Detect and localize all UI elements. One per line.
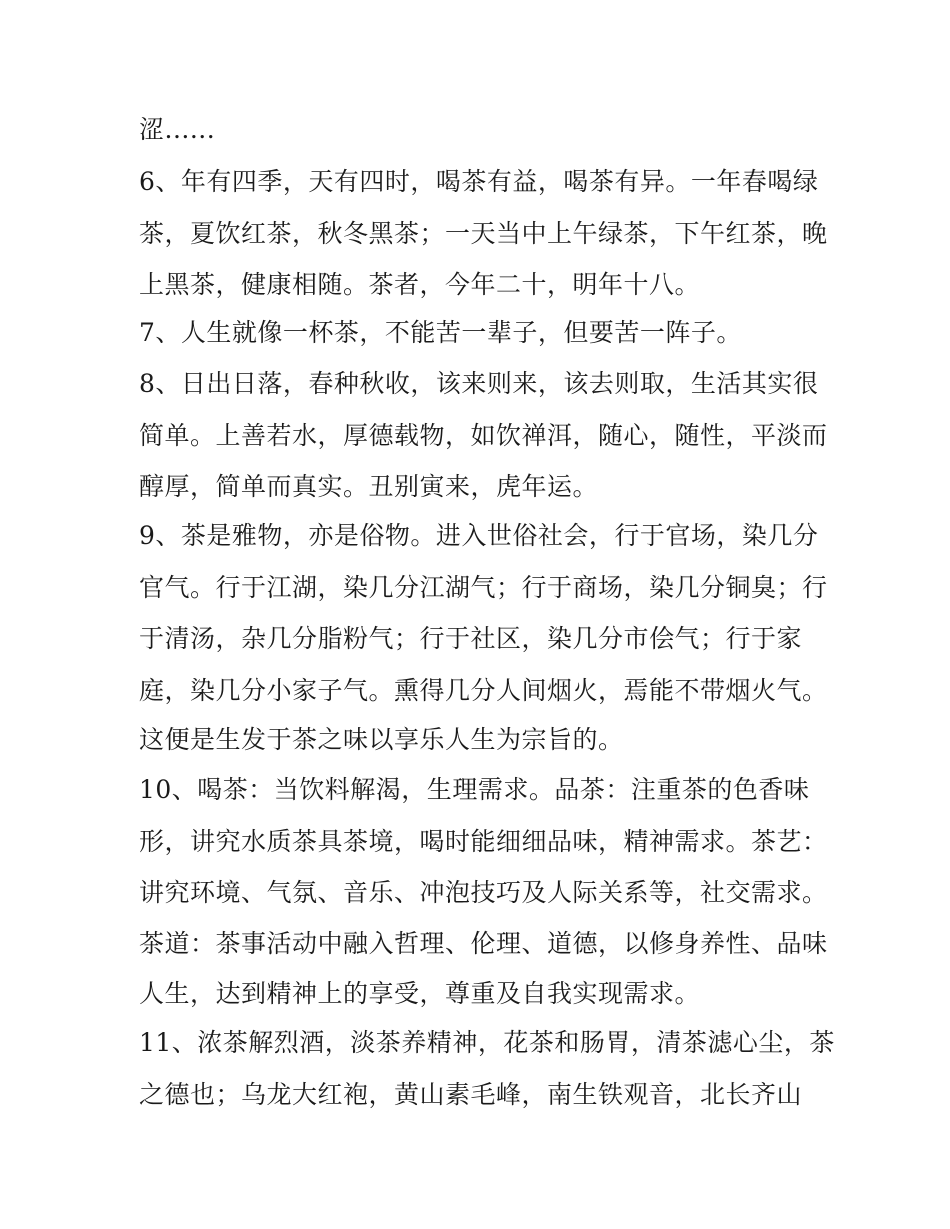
text-line-18: 人生，达到精神上的享受，尊重及自我实现需求。 (139, 979, 701, 1008)
text-line-7: 简单。上善若水，厚德载物，如饮禅洱，随心，随性，平淡而 (139, 421, 828, 450)
text-line-19: 11、浓茶解烈酒，淡茶养精神，花茶和肠胃，清茶滤心尘，茶 (139, 1028, 835, 1057)
text-line-17: 茶道：茶事活动中融入哲理、伦理、道德，以修身养性、品味 (139, 929, 828, 958)
text-line-2: 6、年有四季，天有四时，喝茶有益，喝茶有异。一年春喝绿 (139, 167, 819, 196)
text-line-9: 9、茶是雅物，亦是俗物。进入世俗社会，行于官场，染几分 (139, 521, 819, 550)
text-line-10: 官气。行于江湖，染几分江湖气；行于商场，染几分铜臭；行 (139, 573, 828, 602)
text-line-14: 10、喝茶：当饮料解渴，生理需求。品茶：注重茶的色香味 (139, 775, 810, 804)
text-line-3: 茶，夏饮红茶，秋冬黑茶；一天当中上午绿茶，下午红茶，晚 (139, 219, 828, 248)
text-line-11: 于清汤，杂几分脂粉气；行于社区，染几分市侩气；行于家 (139, 624, 803, 653)
text-line-1: 涩...... (139, 115, 216, 144)
text-line-6: 8、日出日落，春种秋收，该来则来，该去则取，生活其实很 (139, 369, 819, 398)
text-line-5: 7、人生就像一杯茶，不能苦一辈子，但要苦一阵子。 (139, 318, 742, 347)
text-line-12: 庭，染几分小家子气。熏得几分人间烟火，焉能不带烟火气。 (139, 676, 828, 705)
text-line-13: 这便是生发于茶之味以享乐人生为宗旨的。 (139, 725, 624, 754)
text-line-16: 讲究环境、气氛、音乐、冲泡技巧及人际关系等，社交需求。 (139, 878, 828, 907)
text-line-15: 形，讲究水质茶具茶境，喝时能细细品味，精神需求。茶艺： (139, 827, 828, 856)
text-line-4: 上黑茶，健康相随。茶者，今年二十，明年十八。 (139, 270, 701, 299)
text-line-20: 之德也；乌龙大红袍，黄山素毛峰，南生铁观音，北长齐山 (139, 1080, 803, 1109)
text-line-8: 醇厚，简单而真实。丑别寅来，虎年运。 (139, 472, 599, 501)
